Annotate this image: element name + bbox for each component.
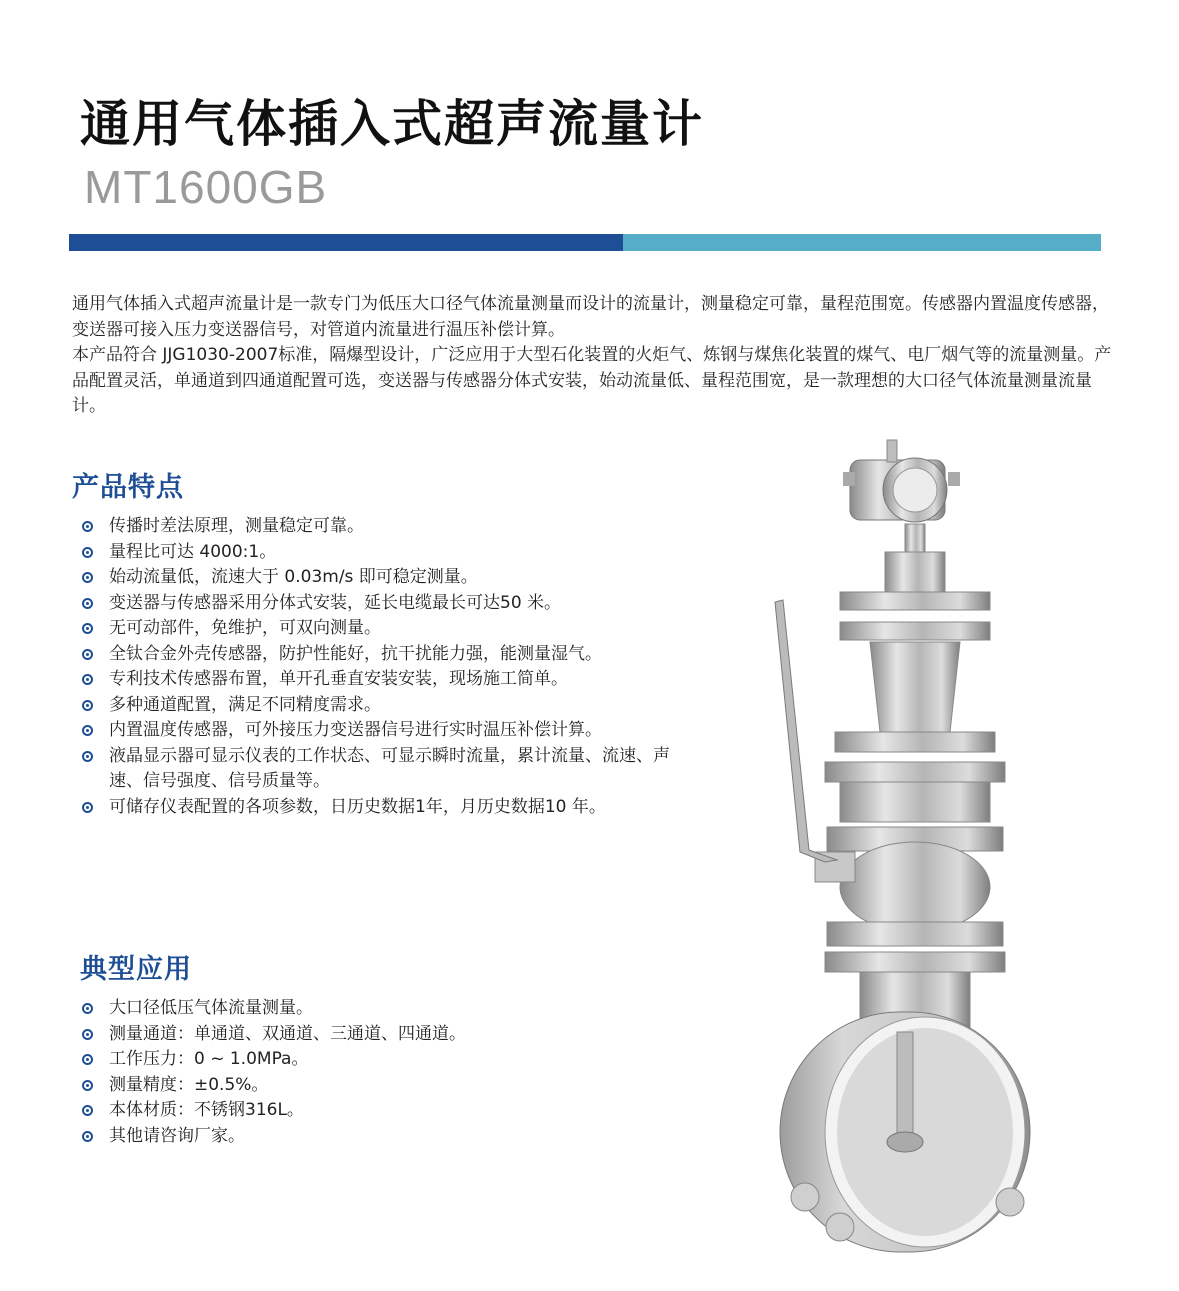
bullet-icon [82, 674, 93, 685]
list-item-text: 多种通道配置，满足不同精度需求。 [109, 694, 381, 715]
features-heading: 产品特点 [72, 472, 184, 503]
bullet-icon [82, 623, 93, 634]
bullet-icon [82, 700, 93, 711]
list-item-text: 无可动部件，免维护，可双向测量。 [109, 618, 381, 638]
list-item-text: 工作压力：0 ~ 1.0MPa。 [109, 1049, 309, 1069]
list-item-text: 液晶显示器可显示仪表的工作状态、可显示瞬时流量，累计流量、流速、声速、信号强度、信号质量等。 [109, 745, 670, 791]
list-item [80, 1098, 640, 1124]
list-item [80, 565, 670, 591]
list-item [80, 514, 670, 540]
list-item-text: 测量通道：单通道、双通道、三通道、四通道。 [109, 1023, 466, 1044]
bullet-icon [82, 802, 93, 813]
intro-paragraph: 本产品符合 JJG1030-2007标准，隔爆型设计，广泛应用于大型石化装置的火炬气、炼钢与煤焦化装置的煤气、电厂烟气等的流量测量。产品配置灵活，单通道到四通道配置可选，变送器与传感器分体式安装，始动流量低、量程范围宽，是一款理想的大口径气体流量测量流量计。 [72, 345, 1112, 416]
list-item-text: 内置温度传感器，可外接压力变送器信号进行实时温压补偿计算。 [109, 720, 602, 740]
list-item-text: 变送器与传感器采用分体式安装，延长电缆最长可达50 米。 [109, 592, 562, 613]
applications-heading: 典型应用 [80, 954, 192, 985]
model-number: MT1600GB [84, 161, 328, 213]
list-item [80, 693, 670, 719]
applications-list [80, 996, 640, 1149]
bullet-icon [82, 521, 93, 532]
bullet-icon [82, 751, 93, 762]
bullet-icon [82, 1080, 93, 1091]
list-item-text: 全钛合金外壳传感器，防护性能好，抗干扰能力强，能测量湿气。 [109, 643, 602, 664]
features-list [80, 514, 670, 820]
intro-paragraph: 通用气体插入式超声流量计是一款专门为低压大口径气体流量测量而设计的流量计，测量稳定可靠，量程范围宽。传感器内置温度传感器，变送器可接入压力变送器信号，对管道内流量进行温压补偿计算。 [72, 294, 1109, 340]
list-item [80, 718, 670, 744]
list-item [80, 744, 670, 795]
list-item [80, 591, 670, 617]
bullet-icon [82, 1131, 93, 1142]
list-item-text: 大口径低压气体流量测量。 [109, 998, 313, 1018]
list-item-text: 其他请咨询厂家。 [109, 1125, 245, 1146]
list-item [80, 996, 640, 1022]
header-bar-dark [69, 234, 623, 251]
list-item-text: 测量精度：±0.5%。 [109, 1074, 269, 1095]
pipe-saddle [780, 972, 1030, 1252]
list-item-text: 本体材质：不锈钢316L。 [109, 1100, 304, 1120]
list-item-text: 传播时差法原理，测量稳定可靠。 [109, 516, 364, 536]
bullet-icon [82, 547, 93, 558]
list-item [80, 1124, 640, 1150]
list-item [80, 667, 670, 693]
header-bar-light [623, 234, 1101, 251]
list-item-text: 量程比可达 4000:1。 [109, 541, 277, 562]
sensor-stem [825, 552, 1005, 822]
page-title: 通用气体插入式超声流量计 [80, 95, 704, 153]
transmitter-housing [843, 440, 960, 554]
bullet-icon [82, 598, 93, 609]
list-item [80, 540, 670, 566]
intro-text [72, 292, 1112, 420]
list-item [80, 642, 670, 668]
flowmeter-product-image [765, 432, 1065, 1277]
bullet-icon [82, 1105, 93, 1116]
list-item [80, 1047, 640, 1073]
list-item-text: 专利技术传感器布置，单开孔垂直安装安装，现场施工简单。 [109, 669, 568, 689]
list-item-text: 可储存仪表配置的各项参数，日历史数据1年，月历史数据10 年。 [109, 796, 606, 817]
list-item [80, 616, 670, 642]
bullet-icon [82, 1003, 93, 1014]
bullet-icon [82, 1054, 93, 1065]
list-item [80, 795, 670, 821]
bullet-icon [82, 725, 93, 736]
bullet-icon [82, 1029, 93, 1040]
bullet-icon [82, 649, 93, 660]
list-item-text: 始动流量低，流速大于 0.03m/s 即可稳定测量。 [109, 567, 478, 587]
list-item [80, 1022, 640, 1048]
list-item [80, 1073, 640, 1099]
bullet-icon [82, 572, 93, 583]
